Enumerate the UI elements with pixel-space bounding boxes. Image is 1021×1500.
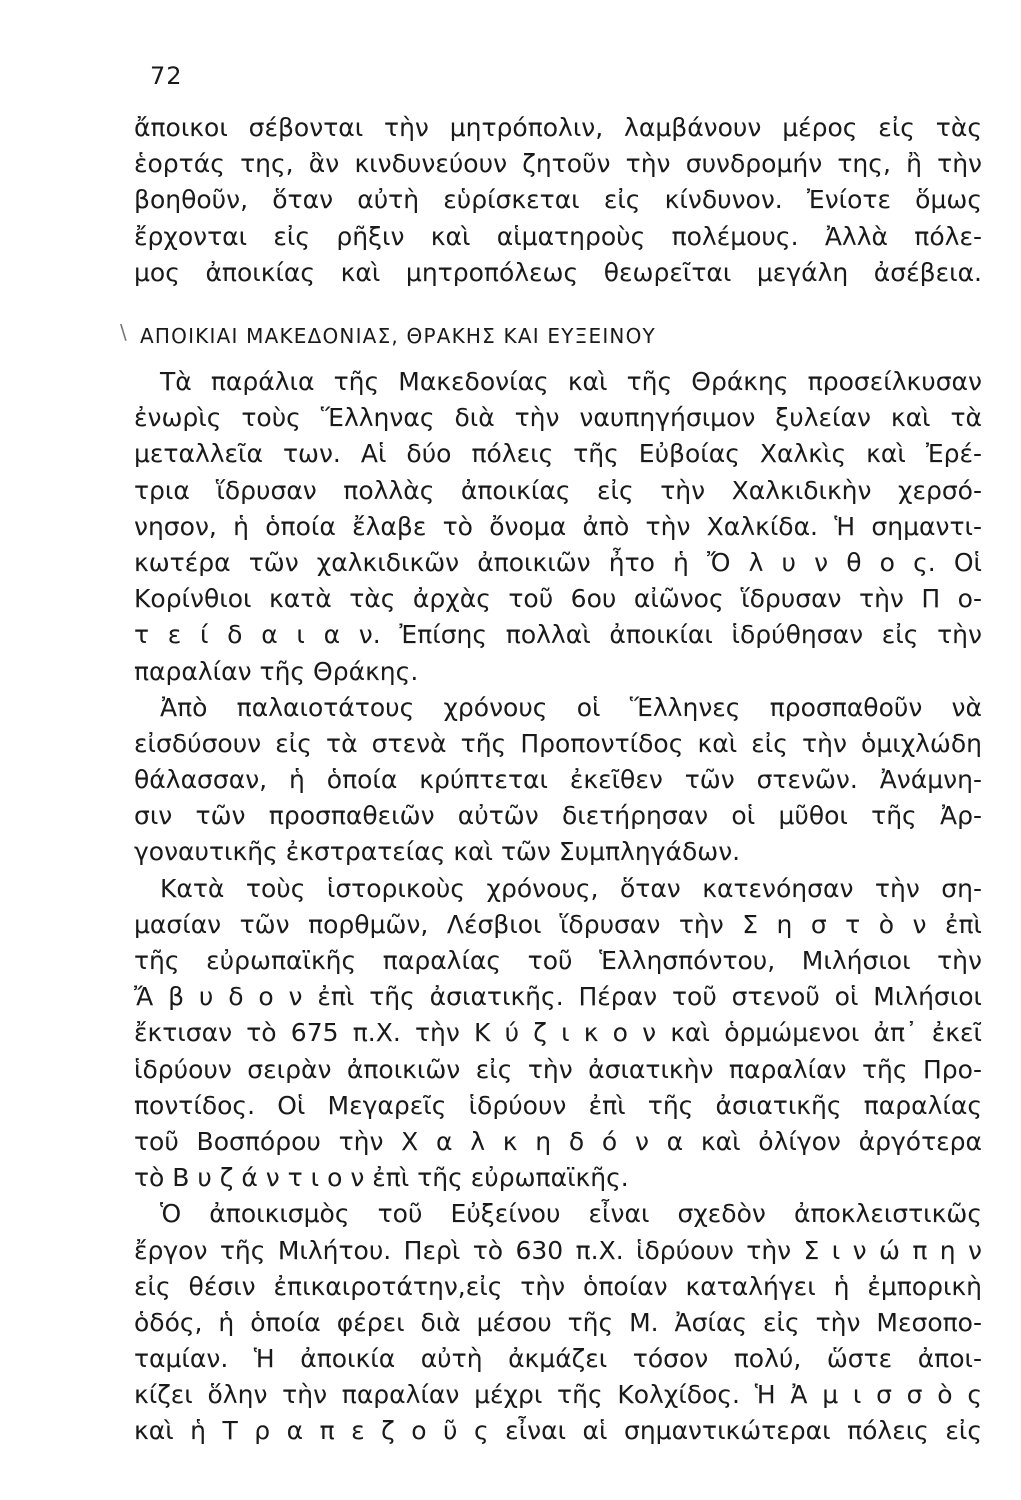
text-line: τοῦ Βοσπόρου τὴν Χ α λ κ η δ ό ν α καὶ ὀλίγον ἀργότερα	[134, 1126, 982, 1156]
section-heading: ΑΠΟΙΚΙΑΙ ΜΑΚΕΔΟΝΙΑΣ, ΘΡΑΚΗΣ ΚΑΙ ΕΥΞΕΙΝΟΥ	[140, 324, 656, 348]
text-line: τῆς εὐρωπαϊκῆς παραλίας τοῦ Ἑλλησπόντου, Μιλήσιοι τὴν	[134, 946, 982, 975]
text-line: ὁδός, ἡ ὁποία φέρει διὰ μέσου τῆς Μ. Ἀσίας εἰς τὴν Μεσοπο-	[134, 1307, 982, 1337]
text-line: μασίαν τῶν πορθμῶν, Λέσβιοι ἵδρυσαν τὴν Σ η σ τ ὸ ν ἐπὶ	[134, 909, 982, 939]
text-line: ἔκτισαν τὸ 675 π.Χ. τὴν Κ ύ ζ ι κ ο ν καὶ ὁρμώμενοι ἀπ᾽ ἐκεῖ	[134, 1018, 982, 1048]
text-line: ἑορτάς της, ἂν κινδυνεύουν ζητοῦν τὴν συνδρομήν της, ἢ τὴν	[134, 149, 982, 179]
text-line: ποντίδος. Οἱ Μεγαρεῖς ἱδρύουν ἐπὶ τῆς ἀσιατικῆς παραλίας	[134, 1090, 982, 1120]
text-line: Ἀπὸ παλαιοτάτους χρόνους οἱ Ἕλληνες προσπαθοῦν νὰ	[160, 692, 982, 722]
text-line: ταμίαν. Ἡ ἀποικία αὐτὴ ἀκμάζει τόσον πολύ, ὥστε ἀποι-	[134, 1344, 982, 1374]
text-line: ἔρχονται εἰς ρῆξιν καὶ αἱματηροὺς πολέμους. Ἀλλὰ πόλε-	[134, 221, 982, 251]
text-line: βοηθοῦν, ὅταν αὐτὴ εὑρίσκεται εἰς κίνδυνον. Ἐνίοτε ὅμως	[134, 185, 982, 215]
pencil-check-mark: \	[120, 320, 127, 344]
text-line: τρια ἵδρυσαν πολλὰς ἀποικίας εἰς τὴν Χαλκιδικὴν χερσό-	[134, 475, 982, 505]
text-line: Ὁ ἀποικισμὸς τοῦ Εὐξείνου εἶναι σχεδὸν ἀποκλειστικῶς	[160, 1199, 982, 1229]
page-number: 72	[150, 62, 183, 90]
text-line: μεταλλεῖα των. Αἱ δύο πόλεις τῆς Εὐβοίας Χαλκὶς καὶ Ἐρέ-	[134, 439, 982, 469]
text-line: τὸ Β υ ζ ά ν τ ι ο ν ἐπὶ τῆς εὐρωπαϊκῆς.	[134, 1163, 629, 1193]
section-body	[134, 364, 982, 1450]
text-line: κίζει ὅλην τὴν παραλίαν μέχρι τῆς Κολχίδος. Ἡ Ἀ μ ι σ σ ὸ ς	[134, 1380, 982, 1410]
text-line: ἄποικοι σέβονται τὴν μητρόπολιν, λαμβάνουν μέρος εἰς τὰς	[134, 113, 982, 142]
text-line: μος ἀποικίας καὶ μητροπόλεως θεωρεῖται μεγάλη ἀσέβεια.	[134, 257, 982, 287]
text-line: Κατὰ τοὺς ἱστορικοὺς χρόνους, ὅταν κατενόησαν τὴν ση-	[160, 873, 982, 903]
text-line: κωτέρα τῶν χαλκιδικῶν ἀποικιῶν ἦτο ἡ Ὄ λ υ ν θ ο ς. Οἱ	[134, 547, 982, 577]
text-line: ἐνωρὶς τοὺς Ἕλληνας διὰ τὴν ναυπηγήσιμον ξυλείαν καὶ τὰ	[134, 403, 982, 433]
text-line: ἱδρύουν σειρὰν ἀποικιῶν εἰς τὴν ἀσιατικὴν παραλίαν τῆς Προ-	[134, 1054, 982, 1084]
text-line: γοναυτικῆς ἐκστρατείας καὶ τῶν Συμπληγάδων.	[134, 837, 741, 867]
text-line: θάλασσαν, ἡ ὁποία κρύπτεται ἐκεῖθεν τῶν στενῶν. Ἀνάμνη-	[134, 765, 982, 795]
text-line: νησον, ἡ ὁποία ἔλαβε τὸ ὄνομα ἀπὸ τὴν Χαλκίδα. Ἡ σημαντι-	[134, 511, 982, 541]
text-line: καὶ ἡ Τ ρ α π ε ζ ο ῦ ς εἶναι αἱ σημαντικώτεραι πόλεις εἰς	[134, 1416, 982, 1446]
paragraph-opening	[134, 110, 982, 291]
text-line: Τὰ παράλια τῆς Μακεδονίας καὶ τῆς Θράκης προσείλκυσαν	[160, 367, 982, 396]
text-line: Ἄ β υ δ ο ν ἐπὶ τῆς ἀσιατικῆς. Πέραν τοῦ στενοῦ οἱ Μιλήσιοι	[134, 982, 982, 1012]
text-line: εἰσδύσουν εἰς τὰ στενὰ τῆς Προποντίδος καὶ εἰς τὴν ὁμιχλώδη	[134, 728, 982, 758]
text-line: ἔργον τῆς Μιλήτου. Περὶ τὸ 630 π.Χ. ἱδρύουν τὴν Σ ι ν ώ π η ν	[134, 1235, 982, 1265]
text-line: τ ε ί δ α ι α ν. Ἐπίσης πολλαὶ ἀποικίαι ἱδρύθησαν εἰς τὴν	[134, 620, 982, 650]
text-line: σιν τῶν προσπαθειῶν αὐτῶν διετήρησαν οἱ μῦθοι τῆς Ἀρ-	[134, 801, 982, 831]
text-line: Κορίνθιοι κατὰ τὰς ἀρχὰς τοῦ 6ου αἰῶνος ἵδρυσαν τὴν Π ο-	[134, 584, 982, 614]
text-line: εἰς θέσιν ἐπικαιροτάτην,εἰς τὴν ὁποίαν καταλήγει ἡ ἐμπορικὴ	[134, 1271, 982, 1301]
text-line: παραλίαν τῆς Θράκης.	[134, 656, 419, 686]
